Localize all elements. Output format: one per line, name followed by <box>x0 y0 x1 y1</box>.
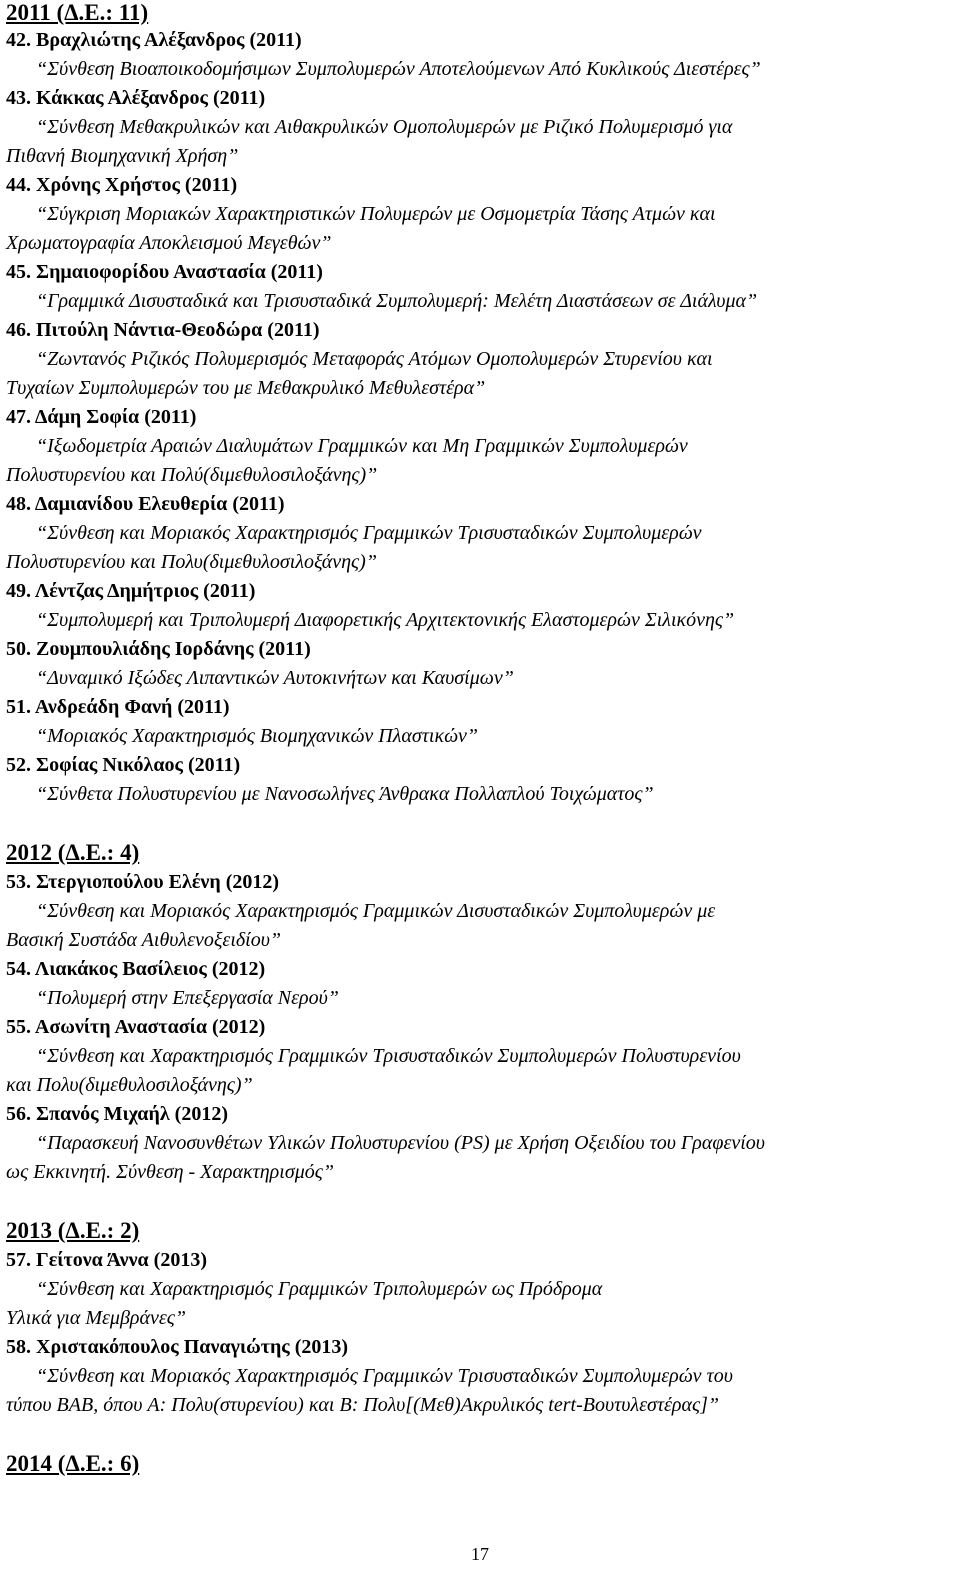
year-heading: 2013 (Δ.Ε.: 2) <box>6 1218 140 1243</box>
page-number: 17 <box>471 1544 489 1564</box>
entry-title-line: “Συμπολυμερή και Τριπολυμερή Διαφορετικής Αρχιτεκτονικής Ελαστομερών Σιλικόνης” <box>36 609 735 631</box>
entry-title <box>6 606 958 635</box>
thesis-entry <box>6 403 958 490</box>
entry-title-line: “Πολυμερή στην Επεξεργασία Νερού” <box>36 987 339 1009</box>
entry-author: 50. Ζουμπουλιάδης Ιορδάνης (2011) <box>6 638 311 660</box>
thesis-entry <box>6 490 958 577</box>
thesis-entry <box>6 1246 958 1333</box>
entry-author: 55. Ασωνίτη Αναστασία (2012) <box>6 1016 266 1038</box>
entry-title-line: “Παρασκευή Νανοσυνθέτων Υλικών Πολυστυρενίου (PS) με Χρήση Οξειδίου του Γραφενίου <box>36 1132 765 1154</box>
entry-title-continuation: Πολυστυρενίου και Πολύ(διμεθυλοσιλοξάνης)” <box>6 464 378 486</box>
entry-author: 49. Λέντζας Δημήτριος (2011) <box>6 580 256 602</box>
section-spacer <box>6 809 958 838</box>
entry-author: 54. Λιακάκος Βασίλειος (2012) <box>6 958 266 980</box>
thesis-entry <box>6 577 958 635</box>
entry-title <box>6 345 958 374</box>
entry-author: 45. Σημαιοφορίδου Αναστασία (2011) <box>6 261 323 283</box>
entry-title <box>6 897 958 926</box>
entry-title <box>6 200 958 229</box>
thesis-entry <box>6 1013 958 1100</box>
entry-author: 47. Δάμη Σοφία (2011) <box>6 406 197 428</box>
entry-title <box>6 984 958 1013</box>
entry-author: 44. Χρόνης Χρήστος (2011) <box>6 174 238 196</box>
year-heading: 2014 (Δ.Ε.: 6) <box>6 1451 140 1476</box>
entry-title-line: “Σύνθεση και Χαρακτηρισμός Γραμμικών Τρισυσταδικών Συμπολυμερών Πολυστυρενίου <box>36 1045 741 1067</box>
entry-title-line: “Σύνθεση και Μοριακός Χαρακτηρισμός Γραμμικών Δισυσταδικών Συμπολυμερών με <box>36 900 716 922</box>
entry-author: 52. Σοφίας Νικόλαος (2011) <box>6 754 241 776</box>
entry-title <box>6 113 958 142</box>
thesis-entry <box>6 868 958 955</box>
entry-title-line: “Σύγκριση Μοριακών Χαρακτηριστικών Πολυμερών με Οσμομετρία Τάσης Ατμών και <box>36 203 716 225</box>
document-body <box>6 0 958 1479</box>
thesis-entry <box>6 1100 958 1187</box>
entry-title-continuation: Βασική Συστάδα Αιθυλενοξειδίου” <box>6 929 282 951</box>
entry-title-line: “Ζωντανός Ριζικός Πολυμερισμός Μεταφοράς Ατόμων Ομοπολυμερών Στυρενίου και <box>36 348 713 370</box>
entry-author: 51. Ανδρεάδη Φανή (2011) <box>6 696 230 718</box>
entry-author: 43. Κάκκας Αλέξανδρος (2011) <box>6 87 266 109</box>
entry-title-line: “Σύνθετα Πολυστυρενίου με Νανοσωλήνες Άνθρακα Πολλαπλού Τοιχώματος” <box>36 783 654 805</box>
entry-title-line: “Σύνθεση και Χαρακτηρισμός Γραμμικών Τριπολυμερών ως Πρόδρομα <box>36 1278 603 1300</box>
entry-title <box>6 1129 958 1158</box>
entry-title <box>6 432 958 461</box>
entry-author: 58. Χριστακόπουλος Παναγιώτης (2013) <box>6 1336 349 1358</box>
entry-title <box>6 722 958 751</box>
entry-title-line: “Γραμμικά Δισυσταδικά και Τρισυσταδικά Συμπολυμερή: Μελέτη Διαστάσεων σε Διάλυμα” <box>36 290 758 312</box>
entry-title <box>6 780 958 809</box>
entry-author: 53. Στεργιοπούλου Ελένη (2012) <box>6 871 280 893</box>
thesis-entry <box>6 751 958 809</box>
entry-title-continuation: και Πολυ(διμεθυλοσιλοξάνης)” <box>6 1074 253 1096</box>
entry-author: 56. Σπανός Μιχαήλ (2012) <box>6 1103 228 1125</box>
thesis-entry <box>6 84 958 171</box>
thesis-entry <box>6 258 958 316</box>
thesis-entry <box>6 26 958 84</box>
entry-title-continuation: Τυχαίων Συμπολυμερών του με Μεθακρυλικό Μεθυλεστέρα” <box>6 377 486 399</box>
entry-author: 57. Γείτονα Άννα (2013) <box>6 1249 207 1271</box>
entry-title-line: “Σύνθεση Μεθακρυλικών και Αιθακρυλικών Ομοπολυμερών με Ριζικό Πολυμερισμό για <box>36 116 733 138</box>
entry-title <box>6 287 958 316</box>
entry-title-line: “Μοριακός Χαρακτηρισμός Βιομηχανικών Πλαστικών” <box>36 725 479 747</box>
entry-title <box>6 1275 958 1304</box>
year-heading: 2012 (Δ.Ε.: 4) <box>6 840 140 865</box>
entry-title-continuation: Πολυστυρενίου και Πολυ(διμεθυλοσιλοξάνης)” <box>6 551 377 573</box>
entry-title-continuation: Πιθανή Βιομηχανική Χρήση” <box>6 145 239 167</box>
entry-author: 42. Βραχλιώτης Αλέξανδρος (2011) <box>6 29 302 51</box>
entry-title-continuation: ως Εκκινητή. Σύνθεση - Χαρακτηρισμός” <box>6 1161 334 1183</box>
entry-title <box>6 519 958 548</box>
year-heading: 2011 (Δ.Ε.: 11) <box>6 0 149 25</box>
entry-author: 48. Δαμιανίδου Ελευθερία (2011) <box>6 493 285 515</box>
entry-title-line: “Ιξωδομετρία Αραιών Διαλυμάτων Γραμμικών και Μη Γραμμικών Συμπολυμερών <box>36 435 688 457</box>
entry-title-line: “Σύνθεση Βιοαποικοδομήσιμων Συμπολυμερών Αποτελούμενων Από Κυκλικούς Διεστέρες” <box>36 58 761 80</box>
thesis-entry <box>6 955 958 1013</box>
entry-title <box>6 664 958 693</box>
entry-title-line: “Σύνθεση και Μοριακός Χαρακτηρισμός Γραμμικών Τρισυσταδικών Συμπολυμερών του <box>36 1365 733 1387</box>
entry-title-line: “Δυναμικό Ιξώδες Λιπαντικών Αυτοκινήτων και Καυσίμων” <box>36 667 514 689</box>
entry-author: 46. Πιτούλη Νάντια-Θεοδώρα (2011) <box>6 319 320 341</box>
entry-title-continuation: Υλικά για Μεμβράνες” <box>6 1307 187 1329</box>
entry-title-line: “Σύνθεση και Μοριακός Χαρακτηρισμός Γραμμικών Τρισυσταδικών Συμπολυμερών <box>36 522 702 544</box>
thesis-entry <box>6 693 958 751</box>
entry-title <box>6 55 958 84</box>
entry-title-continuation: τύπου BAB, όπου A: Πολυ(στυρενίου) και B: Πολυ[(Μεθ)Ακρυλικός tert-Βουτυλεστέρας]” <box>6 1394 720 1416</box>
section-spacer <box>6 1420 958 1449</box>
section-spacer <box>6 1187 958 1216</box>
thesis-entry <box>6 635 958 693</box>
entry-title <box>6 1042 958 1071</box>
entry-title-continuation: Χρωματογραφία Αποκλεισμού Μεγεθών” <box>6 232 332 254</box>
thesis-entry <box>6 316 958 403</box>
entry-title <box>6 1362 958 1391</box>
thesis-entry <box>6 1333 958 1420</box>
thesis-entry <box>6 171 958 258</box>
